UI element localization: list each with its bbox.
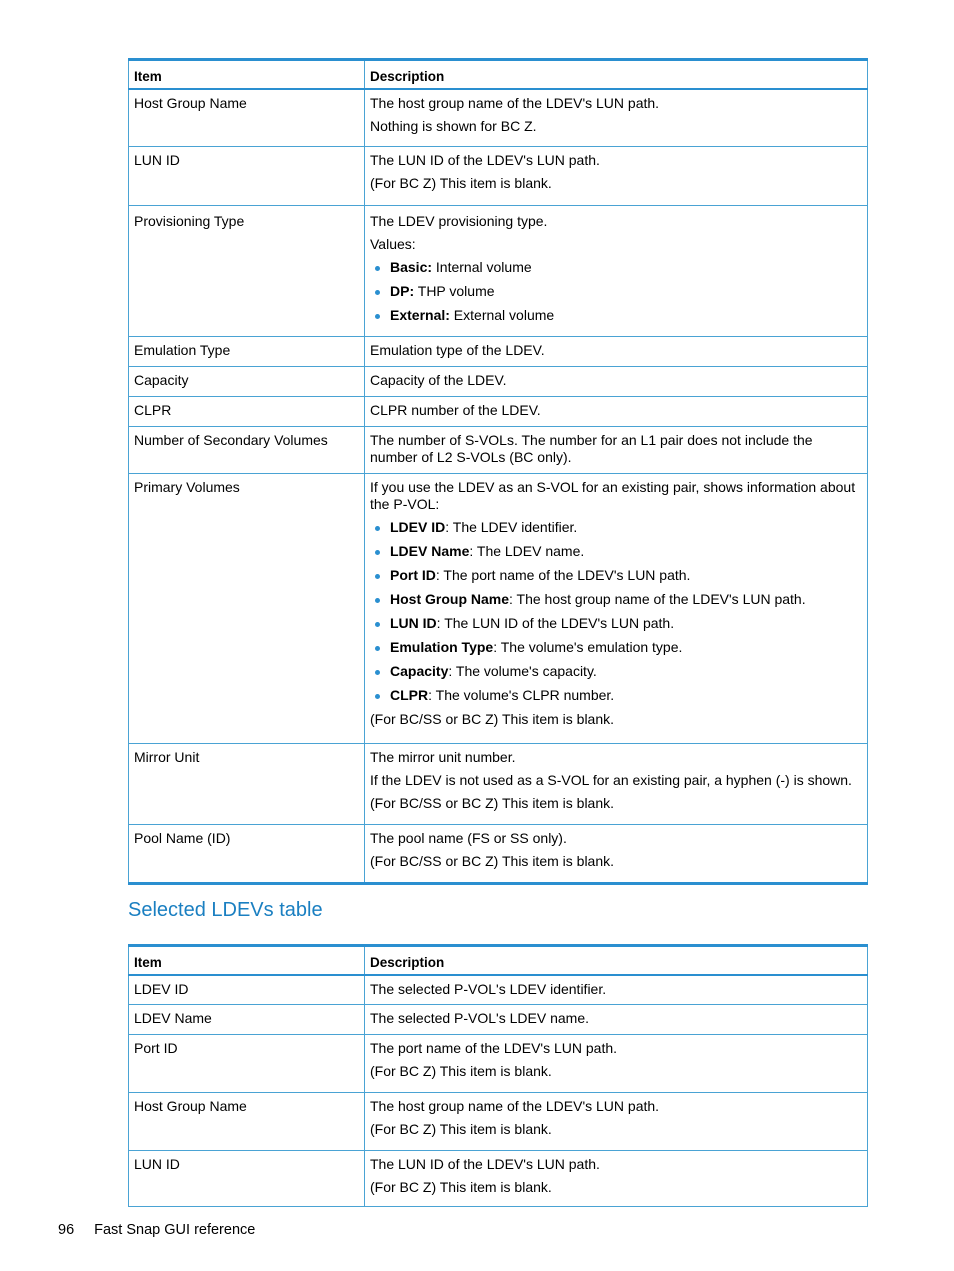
list-item: LDEV Name: The LDEV name. — [390, 543, 862, 560]
column-header-description: Description — [365, 946, 868, 975]
row-item: LUN ID — [134, 152, 180, 168]
list-item: Basic: Internal volume — [390, 259, 862, 276]
row-description: Emulation type of the LDEV. — [370, 342, 545, 358]
row-description: CLPR number of the LDEV. — [370, 402, 541, 418]
table-row — [129, 427, 868, 474]
row-description-note: (For BC Z) This item is blank. — [370, 175, 552, 191]
table-row — [129, 744, 868, 825]
table-row — [129, 147, 868, 206]
row-description: The mirror unit number. — [370, 749, 516, 765]
row-item: Host Group Name — [134, 1098, 247, 1114]
table-row — [129, 367, 868, 397]
row-description: The LUN ID of the LDEV's LUN path. — [370, 152, 600, 168]
page-footer — [58, 1222, 255, 1238]
column-header-description: Description — [365, 60, 868, 89]
selected-ldevs-table — [128, 944, 868, 1207]
list-item: LDEV ID: The LDEV identifier. — [390, 519, 862, 536]
list-item: DP: THP volume — [390, 283, 862, 300]
row-item: Emulation Type — [134, 342, 231, 358]
column-header-item: Item — [129, 60, 365, 89]
row-item: Capacity — [134, 372, 189, 388]
row-item: Provisioning Type — [134, 213, 245, 229]
row-description: The LUN ID of the LDEV's LUN path. — [370, 1156, 600, 1172]
row-description-note: (For BC Z) This item is blank. — [370, 1121, 552, 1137]
row-item: Mirror Unit — [134, 749, 200, 765]
row-description: The selected P-VOL's LDEV name. — [370, 1010, 589, 1026]
row-item: CLPR — [134, 402, 172, 418]
list-item: External: External volume — [390, 307, 862, 324]
row-description: The host group name of the LDEV's LUN path. — [370, 1098, 660, 1114]
row-item: Host Group Name — [134, 94, 247, 111]
row-description-note: (For BC/SS or BC Z) This item is blank. — [370, 853, 615, 869]
list-item: Emulation Type: The volume's emulation type. — [390, 639, 862, 656]
row-description-note: Nothing is shown for BC Z. — [370, 117, 537, 134]
row-description-note: (For BC Z) This item is blank. — [370, 1179, 552, 1195]
row-description: The number of S-VOLs. The number for an L1 pair does not include the number of L2 S-VOLs (BC only). — [370, 432, 813, 465]
table-row — [129, 1093, 868, 1151]
row-description: The host group name of the LDEV's LUN path. — [370, 94, 660, 111]
row-item: LUN ID — [134, 1156, 180, 1172]
row-item: Pool Name (ID) — [134, 830, 231, 846]
table-header-row — [129, 946, 868, 975]
list-item: LUN ID: The LUN ID of the LDEV's LUN path. — [390, 615, 862, 632]
table-row — [129, 1005, 868, 1035]
pvol-info-list — [370, 519, 862, 704]
row-description-note: (For BC/SS or BC Z) This item is blank. — [370, 711, 615, 727]
row-description: If you use the LDEV as an S-VOL for an existing pair, shows information about the P-VOL: — [370, 479, 856, 512]
row-description: The port name of the LDEV's LUN path. — [370, 1040, 618, 1056]
list-item: Capacity: The volume's capacity. — [390, 663, 862, 680]
table-row — [129, 975, 868, 1005]
table-header-row — [129, 60, 868, 89]
row-description: The pool name (FS or SS only). — [370, 830, 567, 846]
row-description: The LDEV provisioning type. — [370, 213, 548, 229]
table-row — [129, 89, 868, 147]
row-item: LDEV ID — [134, 980, 189, 997]
row-item: Primary Volumes — [134, 479, 240, 495]
list-item: Host Group Name: The host group name of the LDEV's LUN path. — [390, 591, 862, 608]
list-item: CLPR: The volume's CLPR number. — [390, 687, 862, 704]
ldev-properties-table — [128, 58, 868, 885]
row-description-values: Values: — [370, 236, 416, 252]
list-item: Port ID: The port name of the LDEV's LUN path. — [390, 567, 862, 584]
table-row — [129, 1151, 868, 1207]
row-item: Number of Secondary Volumes — [134, 432, 328, 448]
row-description-detail: If the LDEV is not used as a S-VOL for an existing pair, a hyphen (-) is shown. — [370, 772, 852, 788]
table-row — [129, 1035, 868, 1093]
page-number: 96 — [58, 1222, 75, 1238]
table-row — [129, 397, 868, 427]
column-header-item: Item — [129, 946, 365, 975]
row-description: The selected P-VOL's LDEV identifier. — [370, 980, 607, 997]
footer-title: Fast Snap GUI reference — [94, 1222, 256, 1238]
row-item: LDEV Name — [134, 1010, 212, 1026]
values-list — [370, 259, 862, 324]
table-row — [129, 474, 868, 744]
table-row — [129, 825, 868, 884]
table-row — [129, 206, 868, 337]
table-row — [129, 337, 868, 367]
section-heading: Selected LDEVs table — [128, 899, 323, 921]
row-description: Capacity of the LDEV. — [370, 372, 507, 388]
row-description-note: (For BC/SS or BC Z) This item is blank. — [370, 795, 615, 811]
row-item: Port ID — [134, 1040, 178, 1056]
row-description-note: (For BC Z) This item is blank. — [370, 1063, 552, 1079]
